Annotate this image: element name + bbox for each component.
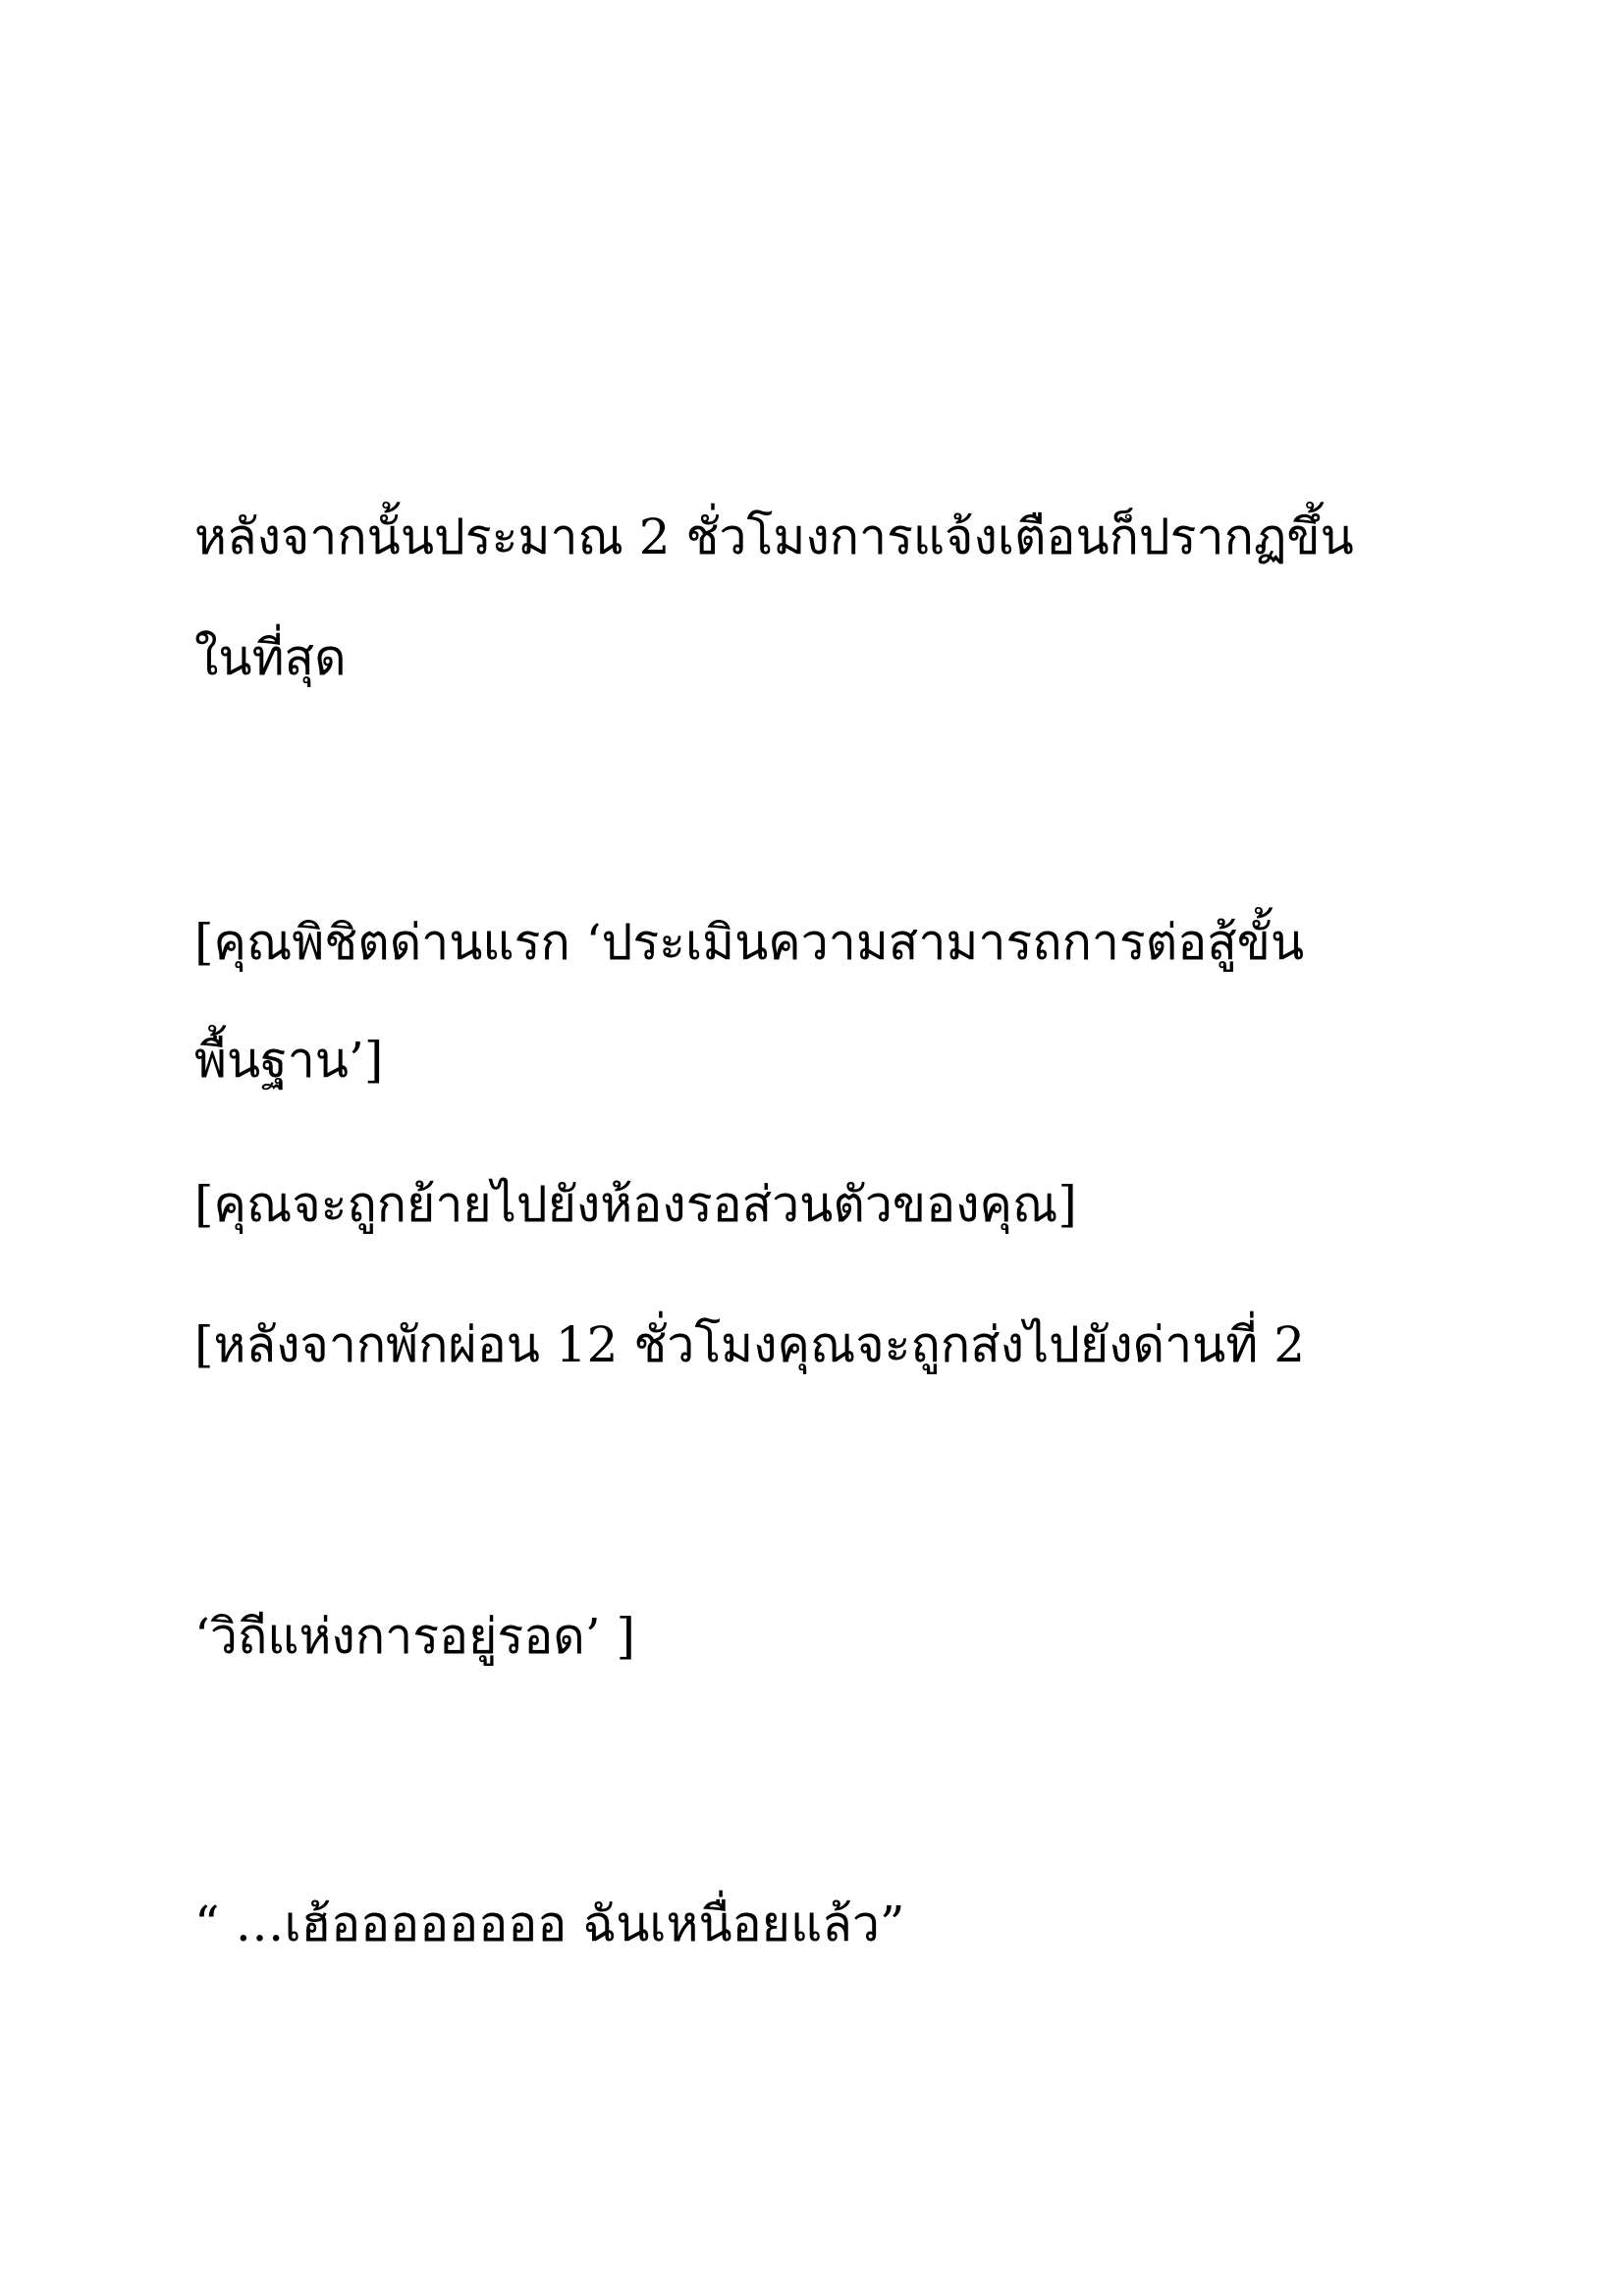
notification-line-3: [คุณจะถูกย้ายไปยังห้องรอส่วนตัวของคุณ] [194,1176,1077,1233]
narration-line-1: หลังจากนั้นประมาณ 2 ชั่วโมงการแจ้งเตือนก็ปรากฏขึ้น [194,508,1354,565]
dialogue-line: “ …เฮ้ออออออออ ฉันเหนื่อยแล้ว” [194,1896,905,1952]
notification-line-1: [คุณพิชิตด่านแรก ‘ประเมินความสามารถการต่อสู้ขั้น [194,914,1305,971]
narration-line-2: ในที่สุด [194,629,347,686]
notification-line-4: [หลังจากพักผ่อน 12 ชั่วโมงคุณจะถูกส่งไปยังด่านที่ 2 [194,1316,1306,1373]
notification-line-2: พื้นฐาน’] [194,1032,384,1089]
notification-line-5: ‘วิถีแห่งการอยู่รอด’ ] [194,1608,636,1665]
